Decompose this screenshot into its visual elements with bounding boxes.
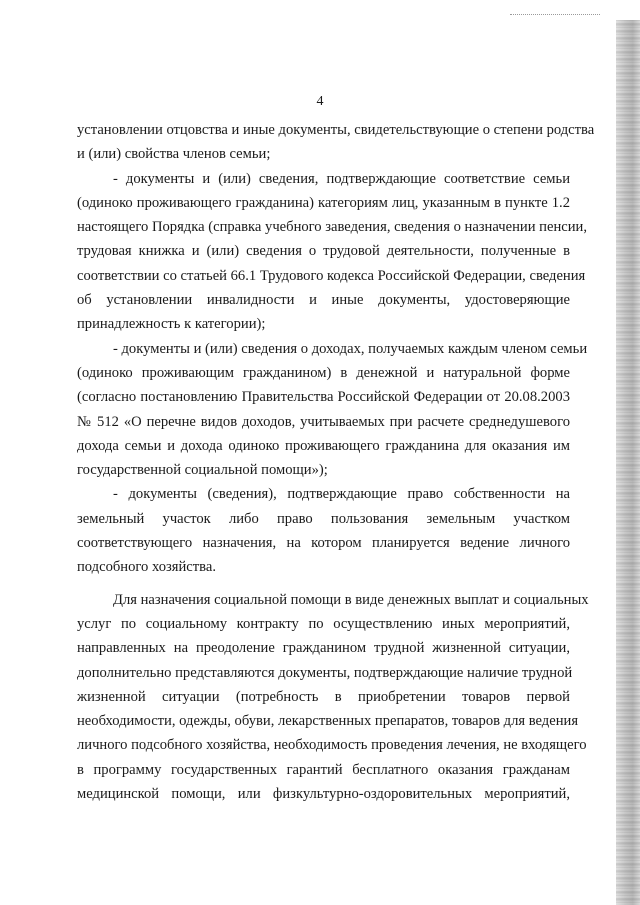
text-line: услуг по социальному контракту по осуществлению иных мероприятий, bbox=[77, 615, 570, 632]
text-line: - документы (сведения), подтверждающие право собственности на bbox=[113, 486, 570, 503]
text-line: настоящего Порядка (справка учебного заведения, сведения о назначении пенсии, bbox=[77, 219, 588, 236]
text-line: (одиноко проживающего гражданина) категориям лиц, указанным в пункте 1.2 bbox=[77, 194, 570, 211]
document-body bbox=[77, 118, 595, 806]
text-line: дополнительно представляются документы, подтверждающие наличие трудной bbox=[77, 664, 573, 681]
text-line: личного подсобного хозяйства, необходимость проведения лечения, не входящего bbox=[77, 737, 587, 754]
text-line: земельный участок либо право пользования земельным участком bbox=[77, 510, 570, 527]
text-line: в программу государственных гарантий бесплатного оказания гражданам bbox=[77, 761, 570, 778]
text-line: соответствии со статьей 66.1 Трудового кодекса Российской Федерации, сведения bbox=[77, 267, 586, 284]
text-line: и (или) свойства членов семьи; bbox=[77, 146, 271, 163]
text-line: - документы и (или) сведения о доходах, получаемых каждым членом семьи bbox=[113, 340, 588, 357]
text-line: установлении отцовства и иные документы, свидетельствующие о степени родства bbox=[77, 122, 595, 138]
text-line: направленных на преодоление гражданином трудной жизненной ситуации, bbox=[77, 640, 570, 657]
text-line: № 512 «О перечне видов доходов, учитываемых при расчете среднедушевого bbox=[77, 413, 570, 430]
text-line: подсобного хозяйства. bbox=[77, 559, 216, 576]
scan-artifact-top bbox=[510, 14, 600, 18]
text-line: медицинской помощи, или физкультурно-оздоровительных мероприятий, bbox=[77, 786, 570, 803]
page-number: 4 bbox=[316, 94, 324, 109]
text-line: Для назначения социальной помощи в виде денежных выплат и социальных bbox=[113, 591, 589, 608]
text-line: принадлежность к категории); bbox=[77, 316, 266, 333]
paragraph-gap bbox=[77, 580, 570, 588]
text-line: об установлении инвалидности и иные документы, удостоверяющие bbox=[77, 292, 570, 309]
text-line: жизненной ситуации (потребность в приобретении товаров первой bbox=[77, 688, 570, 705]
text-line: соответствующего назначения, на котором планируется ведение личного bbox=[77, 535, 570, 552]
scan-artifact-edge bbox=[616, 20, 640, 905]
text-line: трудовая книжка и (или) сведения о трудовой деятельности, полученные в bbox=[77, 243, 570, 260]
text-line: (согласно постановлению Правительства Российской Федерации от 20.08.2003 bbox=[77, 389, 570, 406]
text-line: государственной социальной помощи»); bbox=[77, 462, 328, 479]
text-line: (одиноко проживающим гражданином) в денежной и натуральной форме bbox=[77, 364, 570, 381]
text-line: необходимости, одежды, обуви, лекарственных препаратов, товаров для ведения bbox=[77, 713, 579, 730]
text-line: - документы и (или) сведения, подтверждающие соответствие семьи bbox=[113, 170, 570, 187]
text-line: дохода семьи и дохода одиноко проживающего гражданина для оказания им bbox=[77, 437, 570, 454]
